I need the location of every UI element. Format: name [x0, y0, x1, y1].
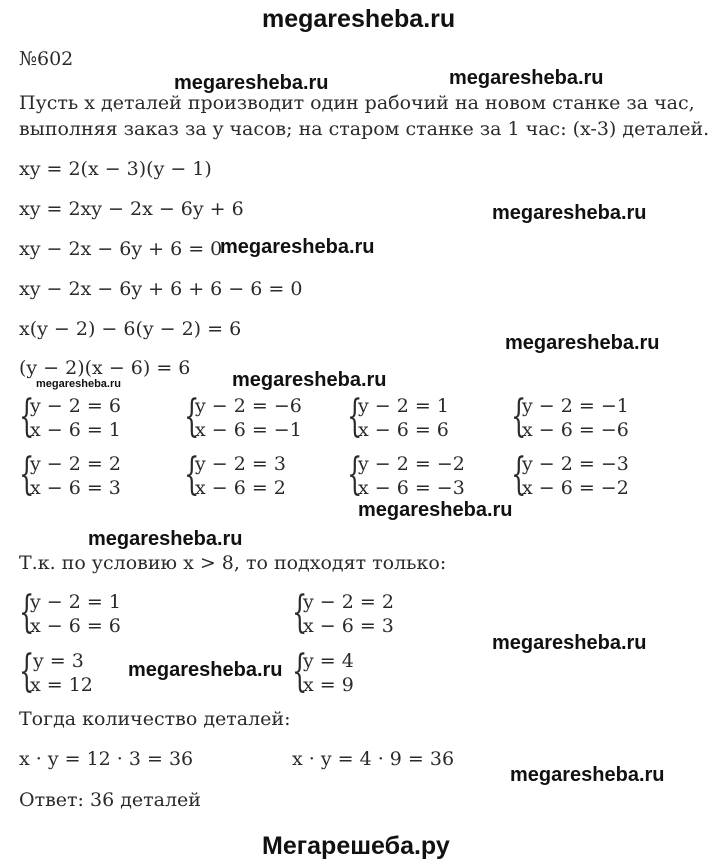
problem-number: №602 [19, 48, 74, 70]
watermark: megaresheba.ru [88, 528, 243, 550]
equation-5: x(y − 2) − 6(y − 2) = 6 [19, 318, 242, 340]
brace-icon: { [511, 449, 527, 500]
system-line: x − 6 = −2 [522, 477, 629, 499]
brace-icon: { [19, 449, 35, 500]
product-equation-1: x · y = 12 · 3 = 36 [19, 748, 194, 770]
watermark: megaresheba.ru [492, 202, 647, 224]
system-line: y − 2 = 2 [30, 453, 121, 475]
watermark: megaresheba.ru [358, 499, 513, 521]
equation-4: xy − 2x − 6y + 6 + 6 − 6 = 0 [19, 278, 303, 300]
system-line: x − 6 = 1 [30, 419, 121, 441]
watermark: megaresheba.ru [510, 764, 665, 786]
system-line: x − 6 = 6 [30, 615, 121, 637]
brace-icon: { [19, 587, 35, 638]
brace-icon: { [19, 646, 35, 697]
system-line: x = 12 [30, 674, 93, 696]
system-line: x − 6 = −1 [195, 419, 302, 441]
brace-icon: { [292, 646, 308, 697]
footer-title: Мегарешеба.ру [262, 832, 450, 860]
brace-icon: { [347, 449, 363, 500]
then-text: Тогда количество деталей: [19, 708, 291, 730]
brace-icon: { [184, 391, 200, 442]
system-line: y − 2 = 1 [358, 395, 449, 417]
brace-icon: { [19, 391, 35, 442]
problem-statement-line1: Пусть x деталей производит один рабочий на новом станке за час, [19, 92, 695, 114]
equation-2: xy = 2xy − 2x − 6y + 6 [19, 198, 244, 220]
watermark: megaresheba.ru [492, 632, 647, 654]
system-line: x − 6 = 3 [30, 477, 121, 499]
problem-statement-line2: выполняя заказ за y часов; на старом станке за 1 час: (x-3) деталей. [19, 118, 710, 140]
system-line: y − 2 = −6 [195, 395, 302, 417]
system-line: y − 2 = 3 [195, 453, 286, 475]
brace-icon: { [347, 391, 363, 442]
system-line: x − 6 = −3 [358, 477, 465, 499]
system-line: y − 2 = −2 [358, 453, 465, 475]
system-line: y − 2 = 1 [30, 591, 121, 613]
system-line: y − 2 = 2 [303, 591, 394, 613]
watermark-small: megaresheba.ru [36, 378, 121, 390]
watermark: megaresheba.ru [449, 67, 604, 89]
watermark: megaresheba.ru [128, 659, 283, 681]
brace-icon: { [292, 587, 308, 638]
system-line: y = 3 [33, 650, 84, 672]
watermark: megaresheba.ru [505, 332, 660, 354]
watermark: megaresheba.ru [232, 369, 387, 391]
answer-text: Ответ: 36 деталей [19, 789, 201, 811]
brace-icon: { [511, 391, 527, 442]
system-line: y − 2 = −3 [522, 453, 629, 475]
system-line: x = 9 [303, 674, 354, 696]
condition-text: Т.к. по условию x > 8, то подходят только: [19, 552, 447, 574]
product-equation-2: x · y = 4 · 9 = 36 [292, 748, 455, 770]
equation-6: (y − 2)(x − 6) = 6 [19, 357, 191, 379]
watermark: megaresheba.ru [174, 72, 329, 94]
watermark: megaresheba.ru [220, 236, 375, 258]
equation-3: xy − 2x − 6y + 6 = 0 [19, 238, 223, 260]
system-line: x − 6 = −6 [522, 419, 629, 441]
system-line: x − 6 = 2 [195, 477, 286, 499]
site-title: megaresheba.ru [262, 5, 456, 33]
system-line: y = 4 [303, 650, 354, 672]
system-line: x − 6 = 6 [358, 419, 449, 441]
system-line: y − 2 = 6 [30, 395, 121, 417]
brace-icon: { [184, 449, 200, 500]
system-line: y − 2 = −1 [522, 395, 629, 417]
system-line: x − 6 = 3 [303, 615, 394, 637]
equation-1: xy = 2(x − 3)(y − 1) [19, 158, 212, 180]
